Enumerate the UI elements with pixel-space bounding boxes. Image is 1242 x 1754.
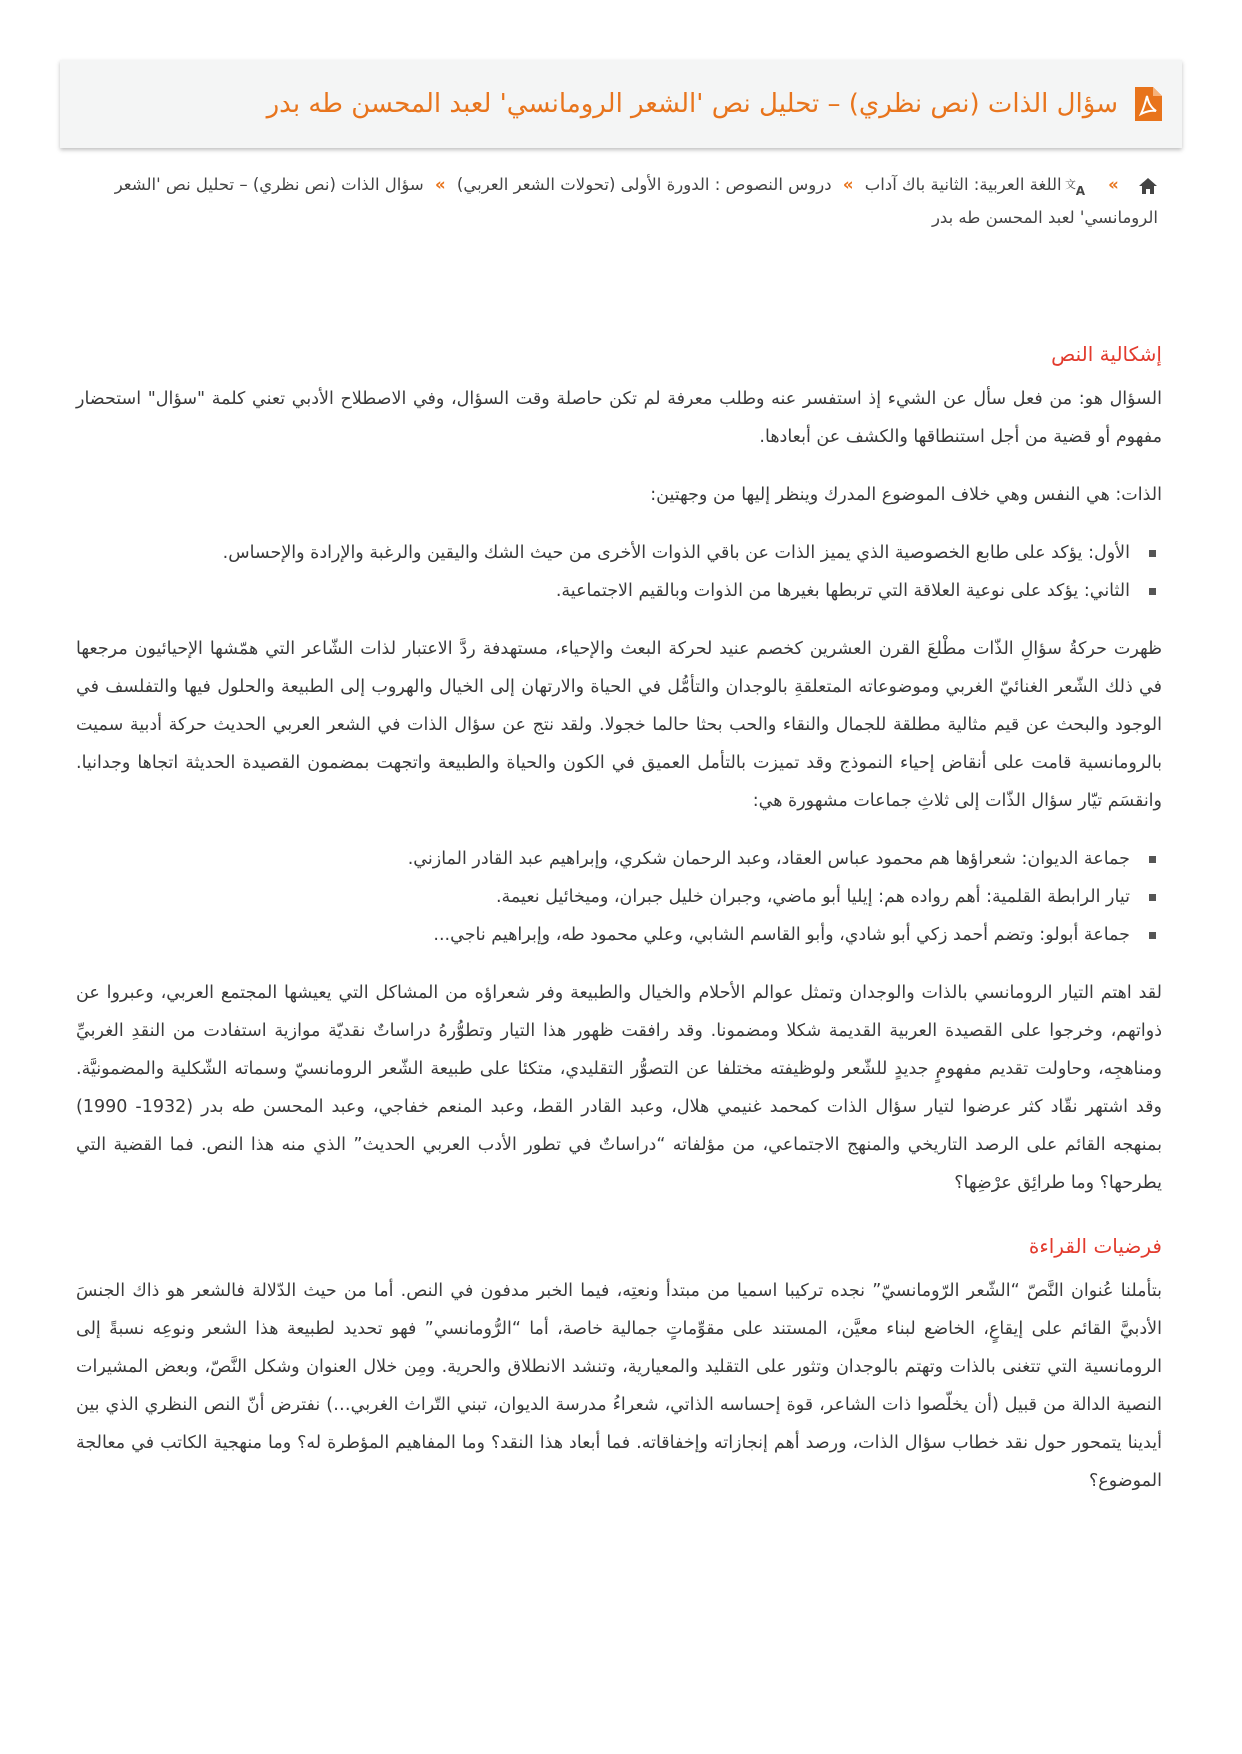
list-item: تيار الرابطة القلمية: أهم رواده هم: إيليا أبو ماضي، وجبران خليل جبران، وميخائيل نعيمة. bbox=[76, 878, 1130, 916]
paragraph-self-definition: الذات: هي النفس وهي خلاف الموضوع المدرك وينظر إليها من وجهتين: bbox=[650, 485, 1162, 505]
page-header bbox=[60, 60, 1182, 148]
svg-text:文: 文 bbox=[1064, 177, 1076, 191]
list-item: جماعة الديوان: شعراؤها هم محمود عباس العقاد، وعبد الرحمان شكري، وإبراهيم عبد القادر المازني. bbox=[76, 840, 1130, 878]
translate-icon[interactable] bbox=[1064, 176, 1097, 198]
page-title: سؤال الذات (نص نظري) – تحليل نص 'الشعر الرومانسي' لعبد المحسن طه بدر bbox=[266, 89, 1118, 119]
pdf-icon[interactable] bbox=[1132, 86, 1164, 122]
breadcrumb-separator: » bbox=[434, 175, 446, 194]
article-content bbox=[76, 338, 1162, 1520]
breadcrumb-item-current: سؤال الذات (نص نظري) – تحليل نص 'الشعر الرومانسي' لعبد المحسن طه بدر bbox=[114, 175, 1158, 227]
breadcrumb-item-arabic[interactable]: اللغة العربية: الثانية باك آداب bbox=[864, 175, 1062, 194]
breadcrumb bbox=[78, 168, 1158, 234]
self-aspects-list bbox=[76, 534, 1162, 610]
svg-text:A: A bbox=[1075, 183, 1085, 198]
list-item: الثاني: يؤكد على نوعية العلاقة التي تربطها بغيرها من الذوات وبالقيم الاجتماعية. bbox=[76, 572, 1130, 610]
paragraph-question-definition: السؤال هو: من فعل سأل عن الشيء إذ استفسر عنه وطلب معرفة لم تكن حاصلة وقت السؤال، وفي الاصطلاح الأدبي تعني كلمة "سؤال" استحضار مفهوم أو قضية من أجل استنطاقها والكشف عن أبعادها. bbox=[76, 389, 1162, 447]
list-item: جماعة أبولو: وتضم أحمد زكي أبو شادي، وأبو القاسم الشابي، وعلي محمود طه، وإبراهيم ناجي... bbox=[76, 916, 1130, 954]
breadcrumb-item-texts[interactable]: دروس النصوص : الدورة الأولى (تحولات الشعر العربي) bbox=[456, 175, 832, 194]
breadcrumb-separator: » bbox=[1108, 175, 1119, 194]
paragraph-romantic-movement: ظهرت حركةُ سؤالِ الذّات مطْلعَ القرن العشرين كخصم عنيد لحركة البعث والإحياء، مستهدفة ردَّ الاعتبار لذات الشّاعر التي همّشها الإحيائيون مرجعها في ذلك الشّعر الغنائيّ الغربي وموضوعاته المتعلقةِ بالوجدان والتأمُّل في الحياة والارتهان إلى الخيال والهروب إلى الطبيعة والحلول فيها والتفلسف في الوجود والبحث عن قيم مثالية مطلقة للجمال والنقاء والحب بحثا حالما خجولا. ولقد نتج عن سؤال الذات في الشعر العربي الحديث حركة أدبية سميت بالرومانسية قامت على أنقاض إحياء النموذج وقد تميزت بالتأمل العميق في الكون والحياة والطبيعة واتجهت بمضمون القصيدة الحديثة اتجاها وجدانيا. وانقسَم تيّار سؤال الذّات إلى ثلاثِ جماعات مشهورة هي: bbox=[76, 639, 1162, 811]
paragraph-reading-hypotheses: بتأملنا عُنوان النَّصّ “الشّعر الرّومانسيّ” نجده تركيبا اسميا من مبتدأ ونعتِه، فيما الخبر مدفون في النص. أما من حيث الدّلالة فالشعر هو ذاك الجنسَ الأدبيَّ القائم على إيقاعٍ، الخاضع لبناء معيَّن، المستند على مقوِّماتٍ جمالية خاصة، أما “الرُّومانسي” فهو تحديد لطبيعة هذا الشعر ونوعِه نسبةً إلى الرومانسية التي تتغنى بالذات وتهتم بالوجدان وتثور على التقليد والمعيارية، وتنشد الانطلاق والحرية. ومِن خلال العنوان وشكل النَّصّ، وبعض المشيرات النصية الدالة من قبيل (أن يخلّصوا ذات الشاعر، قوة إحساسه الذاتي، شعراءُ مدرسة الديوان، تبني التّراث الغربي…) نفترض أنّ النص النظري الذي بين أيدينا يتمحور حول نقد خطاب سؤال الذات، ورصد أهم إنجازاته وإخفاقاته. فما أبعاد هذا النقد؟ وما المفاهيم المؤطرة له؟ وما منهجية الكاتب في معالجة الموضوع؟ bbox=[76, 1281, 1162, 1491]
home-icon[interactable] bbox=[1138, 177, 1158, 195]
section-heading-hypotheses: فرضيات القراءة bbox=[1028, 1234, 1162, 1258]
breadcrumb-separator: » bbox=[842, 175, 854, 194]
list-item: الأول: يؤكد على طابع الخصوصية الذي يميز الذات عن باقي الذوات الأخرى من حيث الشك واليقين والرغبة والإرادة والإحساس. bbox=[76, 534, 1130, 572]
paragraph-romantic-criticism: لقد اهتم التيار الرومانسي بالذات والوجدان وتمثل عوالم الأحلام والخيال والطبيعة وفر شعراؤه من المشاكل التي يعيشها المجتمع العربي، وعبروا عن ذواتهم، وخرجوا على القصيدة العربية القديمة شكلا ومضمونا. وقد رافقت ظهور هذا التيار وتطوُّرهُ دراساتٌ نقديّة موازية استفادت من النقدِ الغربيِّ ومناهجِه، وحاولت تقديم مفهومٍ جديدٍ للشّعر ولوظيفته مختلفا عن التصوُّر التقليدي، متكئا على طبيعة الشّعر الرومانسيّ وسماته الشّكلية والمضمونيَّة. وقد اشتهر نقّاد كثر عرضوا لتيار سؤال الذات كمحمد غنيمي هلال، وعبد القادر القط، وعبد المنعم خفاجي، وعبد المحسن طه بدر (1932- 1990) بمنهجه القائم على الرصد التاريخي والمنهج الاجتماعي، من مؤلفاته “دراساتٌ في تطور الأدب العربي الحديث” الذي منه هذا النص. فما القضية التي يطرحها؟ وما طرائِق عرْضِها؟ bbox=[76, 983, 1162, 1193]
section-heading-problem: إشكالية النص bbox=[1051, 342, 1162, 366]
groups-list bbox=[76, 840, 1162, 954]
